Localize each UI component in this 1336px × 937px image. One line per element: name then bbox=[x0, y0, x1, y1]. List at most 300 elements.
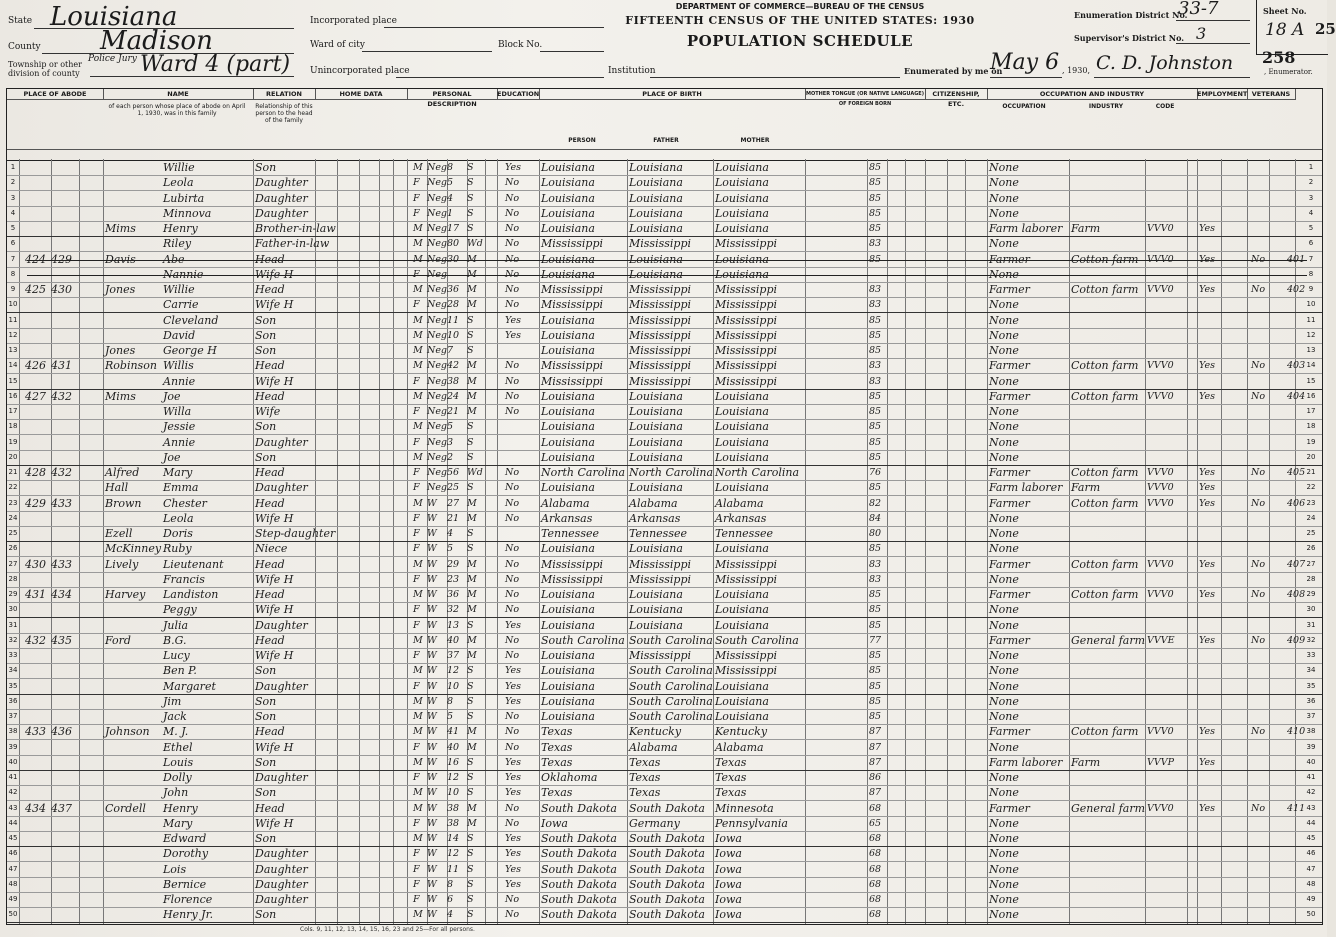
enumerated-year: , 1930, bbox=[1062, 66, 1090, 75]
line-number-right: 25 bbox=[1306, 529, 1316, 537]
cell-occ: Farmer bbox=[989, 252, 1030, 266]
block-line bbox=[540, 51, 604, 52]
cell-sex: M bbox=[413, 711, 423, 722]
cell-vet bbox=[1251, 663, 1275, 678]
township-value: Ward 4 (part) bbox=[140, 52, 291, 77]
cell-mot: Minnesota bbox=[715, 801, 774, 815]
cell-sch: No bbox=[505, 604, 520, 616]
cell-sch: No bbox=[505, 726, 520, 738]
cell-rel: Son bbox=[255, 710, 277, 723]
dept-heading: DEPARTMENT OF COMMERCE—BUREAU OF THE CENSUS bbox=[675, 2, 925, 11]
line-number-right: 3 bbox=[1308, 193, 1314, 202]
strike-line bbox=[27, 260, 1307, 261]
cell-vet bbox=[1251, 785, 1275, 800]
cell-per: Mississippi bbox=[541, 237, 603, 251]
cell-fam bbox=[51, 236, 79, 251]
cell-sur bbox=[105, 313, 161, 328]
cell-mot: Louisiana bbox=[715, 206, 769, 220]
cell-ind bbox=[1071, 435, 1145, 450]
cell-per: Louisiana bbox=[541, 420, 595, 434]
cell-sex: F bbox=[413, 436, 420, 448]
cell-code: 85 bbox=[869, 421, 882, 433]
cell-emp bbox=[1199, 740, 1229, 755]
cell-fat: Mississippi bbox=[629, 237, 691, 251]
cell-farm: 402 bbox=[1287, 284, 1306, 295]
cell-race: W bbox=[427, 711, 437, 722]
cell-per: Louisiana bbox=[541, 694, 595, 708]
cell-mot: Louisiana bbox=[715, 176, 769, 190]
cell-sex: M bbox=[413, 695, 423, 707]
cell-emp bbox=[1199, 160, 1229, 175]
table-row bbox=[7, 801, 1322, 817]
cell-farm bbox=[1287, 618, 1317, 633]
cell-emp: Yes bbox=[1199, 497, 1215, 509]
cell-mar: S bbox=[467, 878, 474, 890]
cell-oc bbox=[1147, 191, 1187, 206]
line-number: 14 bbox=[8, 361, 18, 370]
cell-mar: S bbox=[467, 833, 474, 844]
birth-person-colhead: PERSON bbox=[568, 137, 596, 144]
population-table bbox=[6, 88, 1323, 925]
table-row bbox=[7, 755, 1322, 771]
cell-mot: Iowa bbox=[715, 908, 742, 922]
line-number: 7 bbox=[10, 254, 16, 263]
cell-oc bbox=[1147, 206, 1187, 221]
cell-farm bbox=[1287, 770, 1317, 785]
cell-fat: Texas bbox=[629, 786, 661, 800]
cell-vet bbox=[1251, 846, 1275, 861]
line-number: 32 bbox=[8, 635, 18, 644]
cell-oc bbox=[1147, 419, 1187, 434]
cell-per: Louisiana bbox=[541, 344, 595, 357]
cell-sur bbox=[105, 404, 161, 419]
cell-sch: Yes bbox=[505, 833, 521, 844]
enumerator-label: , Enumerator. bbox=[1264, 68, 1313, 76]
cell-oc: VVV0 bbox=[1147, 284, 1174, 295]
cell-sex: M bbox=[413, 314, 423, 326]
cell-emp: Yes bbox=[1199, 634, 1215, 646]
cell-mar: M bbox=[467, 650, 477, 661]
cell-ind bbox=[1071, 343, 1145, 358]
cell-vet bbox=[1251, 191, 1275, 206]
cell-ind bbox=[1071, 846, 1145, 861]
cell-per: Texas bbox=[541, 786, 573, 800]
cell-ind bbox=[1071, 740, 1145, 755]
cell-given: Mary bbox=[163, 466, 193, 479]
cell-mot: Louisiana bbox=[715, 618, 769, 632]
cell-ind: Cotton farm bbox=[1071, 359, 1139, 373]
township-label: Township or other division of county bbox=[8, 60, 82, 78]
cell-mar: S bbox=[467, 421, 474, 433]
cell-code: 85 bbox=[869, 451, 882, 463]
table-row bbox=[7, 282, 1322, 298]
cell-code: 85 bbox=[869, 177, 882, 189]
cell-emp: Yes bbox=[1199, 253, 1215, 265]
cell-sch bbox=[505, 450, 531, 465]
group-occupation: OCCUPATION AND INDUSTRY bbox=[987, 89, 1198, 100]
cell-emp bbox=[1199, 816, 1229, 831]
line-number: 25 bbox=[8, 529, 18, 537]
cell-fat: Louisiana bbox=[629, 618, 683, 632]
cell-farm bbox=[1287, 236, 1317, 251]
cell-ind bbox=[1071, 526, 1145, 541]
cell-fam bbox=[51, 419, 79, 434]
cell-given: Lucy bbox=[163, 649, 190, 662]
cell-mot: Mississippi bbox=[715, 374, 777, 388]
cell-oc bbox=[1147, 648, 1187, 663]
cell-code: 68 bbox=[869, 802, 882, 814]
line-number-right: 7 bbox=[1308, 254, 1314, 263]
county-value: Madison bbox=[100, 26, 213, 56]
cell-mar: S bbox=[467, 314, 474, 326]
cell-race: W bbox=[427, 573, 437, 585]
cell-code: 68 bbox=[869, 863, 882, 875]
cell-sch: Yes bbox=[505, 863, 521, 875]
cell-per: Louisiana bbox=[541, 328, 595, 342]
cell-emp: Yes bbox=[1199, 558, 1215, 570]
cell-oc bbox=[1147, 618, 1187, 633]
line-number: 38 bbox=[8, 727, 18, 736]
cell-fat: Alabama bbox=[629, 496, 678, 510]
cell-age: 25 bbox=[447, 482, 460, 494]
cell-sur bbox=[105, 328, 161, 343]
cell-race: Neg bbox=[427, 482, 448, 494]
cell-rel: Step-daughter bbox=[255, 527, 336, 540]
cell-sex: M bbox=[413, 390, 423, 402]
cell-mot: Tennessee bbox=[715, 527, 773, 540]
cell-mar: S bbox=[467, 619, 474, 631]
cell-rel: Head bbox=[255, 389, 285, 403]
cell-given: Jack bbox=[163, 710, 187, 723]
cell-sch: No bbox=[505, 192, 520, 204]
cell-mar: S bbox=[467, 436, 474, 448]
cell-race: Neg bbox=[427, 345, 448, 356]
cell-oc: VVV0 bbox=[1147, 467, 1174, 478]
cell-rel: Father-in-law bbox=[255, 237, 330, 251]
cell-farm: 410 bbox=[1287, 726, 1306, 738]
cell-vet: No bbox=[1251, 589, 1266, 600]
cell-farm bbox=[1287, 328, 1317, 343]
cell-per: South Dakota bbox=[541, 893, 617, 906]
cell-fat: South Carolina bbox=[629, 710, 713, 723]
cell-occ: None bbox=[989, 176, 1019, 190]
cell-oc bbox=[1147, 343, 1187, 358]
cell-sex: M bbox=[413, 284, 423, 295]
cell-rel: Head bbox=[255, 633, 285, 647]
cell-given: Henry Jr. bbox=[163, 908, 214, 922]
cell-mar: M bbox=[467, 284, 477, 295]
cell-fam bbox=[51, 221, 79, 236]
cell-given: Florence bbox=[163, 893, 213, 906]
cell-mot: Louisiana bbox=[715, 420, 769, 434]
cell-age: 5 bbox=[447, 421, 454, 433]
cell-code: 85 bbox=[869, 406, 882, 417]
cell-sur bbox=[105, 846, 161, 861]
cell-age: 5 bbox=[447, 177, 454, 189]
cell-oc: VVV0 bbox=[1147, 253, 1174, 265]
cell-dw bbox=[25, 816, 49, 831]
cell-sur bbox=[105, 435, 161, 450]
cell-rel: Son bbox=[255, 450, 277, 464]
cell-mar: S bbox=[467, 711, 474, 722]
cell-sur bbox=[105, 419, 161, 434]
line-number: 39 bbox=[8, 742, 18, 751]
cell-emp bbox=[1199, 785, 1229, 800]
cell-age: 8 bbox=[447, 878, 454, 890]
cell-dw bbox=[25, 236, 49, 251]
cell-fam bbox=[51, 541, 79, 556]
cell-occ: None bbox=[989, 832, 1019, 845]
cell-age: 13 bbox=[447, 619, 460, 631]
cell-mot: Iowa bbox=[715, 862, 742, 876]
cell-sch: No bbox=[505, 390, 520, 402]
cell-given: Ruby bbox=[163, 542, 192, 556]
line-number: 45 bbox=[8, 834, 18, 842]
cell-per: Louisiana bbox=[541, 435, 595, 449]
cell-emp bbox=[1199, 541, 1229, 556]
cell-mot: Mississippi bbox=[715, 359, 777, 373]
cell-age: 11 bbox=[447, 863, 460, 875]
line-number-right: 33 bbox=[1306, 651, 1316, 659]
cell-fat: Louisiana bbox=[629, 191, 683, 205]
cell-occ: None bbox=[989, 374, 1019, 388]
cell-sex: M bbox=[413, 558, 423, 570]
cell-oc bbox=[1147, 160, 1187, 175]
line-number-right: 5 bbox=[1308, 224, 1314, 232]
cell-vet bbox=[1251, 709, 1275, 724]
cell-farm bbox=[1287, 892, 1317, 907]
cell-rel: Head bbox=[255, 359, 285, 373]
cell-rel: Head bbox=[255, 588, 285, 601]
cell-code: 68 bbox=[869, 894, 882, 905]
group-citizenship: CITIZENSHIP, ETC. bbox=[925, 89, 988, 100]
enumerated-date: May 6 bbox=[990, 50, 1060, 75]
cell-rel: Son bbox=[255, 786, 277, 800]
cell-mar: S bbox=[467, 848, 474, 860]
cell-ind: Cotton farm bbox=[1071, 725, 1139, 739]
cell-sex: M bbox=[413, 329, 423, 341]
cell-race: Neg bbox=[427, 268, 448, 280]
cell-sex: F bbox=[413, 528, 420, 539]
cell-farm bbox=[1287, 709, 1317, 724]
cell-occ: Farmer bbox=[989, 588, 1030, 601]
line-number-right: 48 bbox=[1306, 879, 1316, 888]
cell-emp bbox=[1199, 206, 1229, 221]
cell-ind bbox=[1071, 175, 1145, 190]
cell-ind bbox=[1071, 602, 1145, 617]
cell-race: W bbox=[427, 650, 437, 661]
cell-age: 23 bbox=[447, 573, 460, 585]
cell-mar: M bbox=[467, 634, 477, 646]
line-number-right: 36 bbox=[1306, 696, 1316, 705]
cell-code: 83 bbox=[869, 573, 882, 585]
cell-given: Ben P. bbox=[163, 664, 197, 678]
cell-mar: S bbox=[467, 223, 474, 234]
cell-occ: None bbox=[989, 511, 1019, 525]
cell-code: 87 bbox=[869, 787, 882, 799]
cell-sch: Yes bbox=[505, 619, 521, 631]
cell-sex: F bbox=[413, 406, 420, 417]
cell-ind bbox=[1071, 816, 1145, 831]
cell-rel: Wife H bbox=[255, 649, 294, 662]
cell-mot: Louisiana bbox=[715, 222, 769, 235]
cell-vet bbox=[1251, 831, 1275, 846]
cell-occ: Farmer bbox=[989, 389, 1030, 403]
cell-fat: South Dakota bbox=[629, 847, 705, 861]
cell-dw: 428 bbox=[25, 466, 46, 479]
cell-sch: No bbox=[505, 741, 520, 753]
cell-given: Joe bbox=[163, 389, 181, 403]
cell-fat: South Dakota bbox=[629, 893, 705, 906]
line-number-right: 32 bbox=[1306, 635, 1316, 644]
cell-race: Neg bbox=[427, 207, 448, 219]
cell-given: Dolly bbox=[163, 771, 192, 784]
cell-fat: Louisiana bbox=[629, 267, 683, 281]
cell-mar: S bbox=[467, 329, 474, 341]
cell-occ: Farmer bbox=[989, 633, 1030, 647]
cell-mot: Louisiana bbox=[715, 435, 769, 449]
cell-age: 10 bbox=[447, 329, 460, 341]
cell-given: Abe bbox=[163, 252, 185, 266]
line-number: 42 bbox=[8, 788, 18, 797]
cell-code: 85 bbox=[869, 543, 882, 555]
table-row bbox=[7, 496, 1322, 512]
cell-sch: No bbox=[505, 284, 520, 295]
cell-age: 2 bbox=[447, 451, 454, 463]
cell-mar: M bbox=[467, 253, 477, 265]
cell-dw bbox=[25, 831, 49, 846]
cell-oc bbox=[1147, 892, 1187, 907]
cell-fat: Louisiana bbox=[629, 252, 683, 266]
cell-race: Neg bbox=[427, 299, 448, 311]
cell-given: Emma bbox=[163, 481, 199, 495]
cell-given: Lois bbox=[163, 862, 187, 876]
cell-emp bbox=[1199, 648, 1229, 663]
cell-age: 38 bbox=[447, 817, 460, 829]
line-number: 1 bbox=[10, 163, 16, 171]
cell-oc bbox=[1147, 785, 1187, 800]
cell-sex: F bbox=[413, 848, 420, 860]
cell-farm bbox=[1287, 846, 1317, 861]
line-number-right: 37 bbox=[1306, 712, 1316, 720]
cell-dw bbox=[25, 221, 49, 236]
cell-mar: S bbox=[467, 680, 474, 692]
cell-emp bbox=[1199, 831, 1229, 846]
cell-given: Henry bbox=[163, 222, 198, 235]
cell-fam bbox=[51, 328, 79, 343]
cell-occ: None bbox=[989, 313, 1019, 327]
cell-occ: None bbox=[989, 862, 1019, 876]
cell-sur bbox=[105, 709, 161, 724]
cell-sur bbox=[105, 450, 161, 465]
cell-fat: Arkansas bbox=[629, 511, 681, 525]
footer-note: Cols. 9, 11, 12, 13, 14, 15, 16, 23 and 25—For all persons. bbox=[300, 926, 475, 933]
cell-oc bbox=[1147, 602, 1187, 617]
cell-rel: Son bbox=[255, 832, 277, 845]
cell-age: 30 bbox=[447, 253, 460, 265]
cell-given: Willis bbox=[163, 359, 194, 373]
cell-fat: Texas bbox=[629, 755, 661, 769]
cell-vet bbox=[1251, 877, 1275, 892]
cell-per: Louisiana bbox=[541, 603, 595, 617]
supervisor-line bbox=[1176, 43, 1250, 44]
cell-occ: None bbox=[989, 877, 1019, 891]
cell-per: South Dakota bbox=[541, 877, 617, 891]
cell-emp bbox=[1199, 450, 1229, 465]
cell-mar: S bbox=[467, 162, 474, 173]
table-row bbox=[7, 435, 1322, 451]
table-row bbox=[7, 191, 1322, 207]
cell-age: 16 bbox=[447, 756, 460, 768]
cell-rel: Daughter bbox=[255, 847, 308, 861]
cell-vet bbox=[1251, 541, 1275, 556]
cell-per: Louisiana bbox=[541, 710, 595, 723]
cell-fat: South Carolina bbox=[629, 679, 713, 693]
cell-vet bbox=[1251, 313, 1275, 328]
cell-sur bbox=[105, 236, 161, 251]
cell-occ: Farm laborer bbox=[989, 222, 1063, 235]
cell-sch: No bbox=[505, 268, 520, 280]
line-number: 11 bbox=[8, 315, 18, 324]
cell-fat: Louisiana bbox=[629, 435, 683, 449]
cell-farm bbox=[1287, 694, 1317, 709]
group-name: NAME bbox=[103, 89, 254, 100]
cell-sch: No bbox=[505, 223, 520, 234]
cell-rel: Head bbox=[255, 725, 285, 739]
cell-sch: No bbox=[505, 909, 520, 921]
cell-farm: 407 bbox=[1287, 558, 1306, 570]
cell-rel: Son bbox=[255, 420, 277, 434]
cell-per: Texas bbox=[541, 755, 573, 769]
cell-rel: Wife H bbox=[255, 511, 294, 525]
line-number-right: 12 bbox=[1306, 330, 1316, 339]
cell-rel: Daughter bbox=[255, 618, 308, 632]
cell-mar: S bbox=[467, 665, 474, 677]
cell-per: Louisiana bbox=[541, 405, 595, 418]
table-row bbox=[7, 877, 1322, 893]
cell-fat: Tennessee bbox=[629, 527, 687, 540]
cell-vet: No bbox=[1251, 726, 1266, 738]
cell-race: Neg bbox=[427, 177, 448, 189]
cell-ind bbox=[1071, 648, 1145, 663]
strike-line bbox=[27, 275, 1307, 276]
cell-oc: VVVE bbox=[1147, 634, 1175, 646]
cell-race: W bbox=[427, 528, 437, 539]
cell-age: 5 bbox=[447, 711, 454, 722]
cell-emp bbox=[1199, 846, 1229, 861]
cell-race: W bbox=[427, 833, 437, 844]
cell-race: W bbox=[427, 589, 437, 600]
cell-vet bbox=[1251, 511, 1275, 526]
cell-race: W bbox=[427, 604, 437, 616]
line-number: 23 bbox=[8, 498, 18, 507]
cell-vet bbox=[1251, 526, 1275, 541]
cell-mot: Mississippi bbox=[715, 344, 777, 357]
cell-code: 85 bbox=[869, 665, 882, 677]
enumerated-label: Enumerated by me on bbox=[904, 66, 1003, 76]
table-row bbox=[7, 206, 1322, 222]
cell-sch: No bbox=[505, 817, 520, 829]
line-number: 24 bbox=[8, 513, 18, 522]
cell-occ: None bbox=[989, 344, 1019, 357]
group-employment: EMPLOYMENT bbox=[1197, 90, 1248, 98]
cell-mar: M bbox=[467, 268, 477, 280]
cell-sur: Mims bbox=[105, 389, 136, 403]
cell-farm bbox=[1287, 511, 1317, 526]
cell-per: Texas bbox=[541, 725, 573, 739]
cell-given: Leola bbox=[163, 176, 194, 190]
cell-farm: 409 bbox=[1287, 634, 1306, 646]
